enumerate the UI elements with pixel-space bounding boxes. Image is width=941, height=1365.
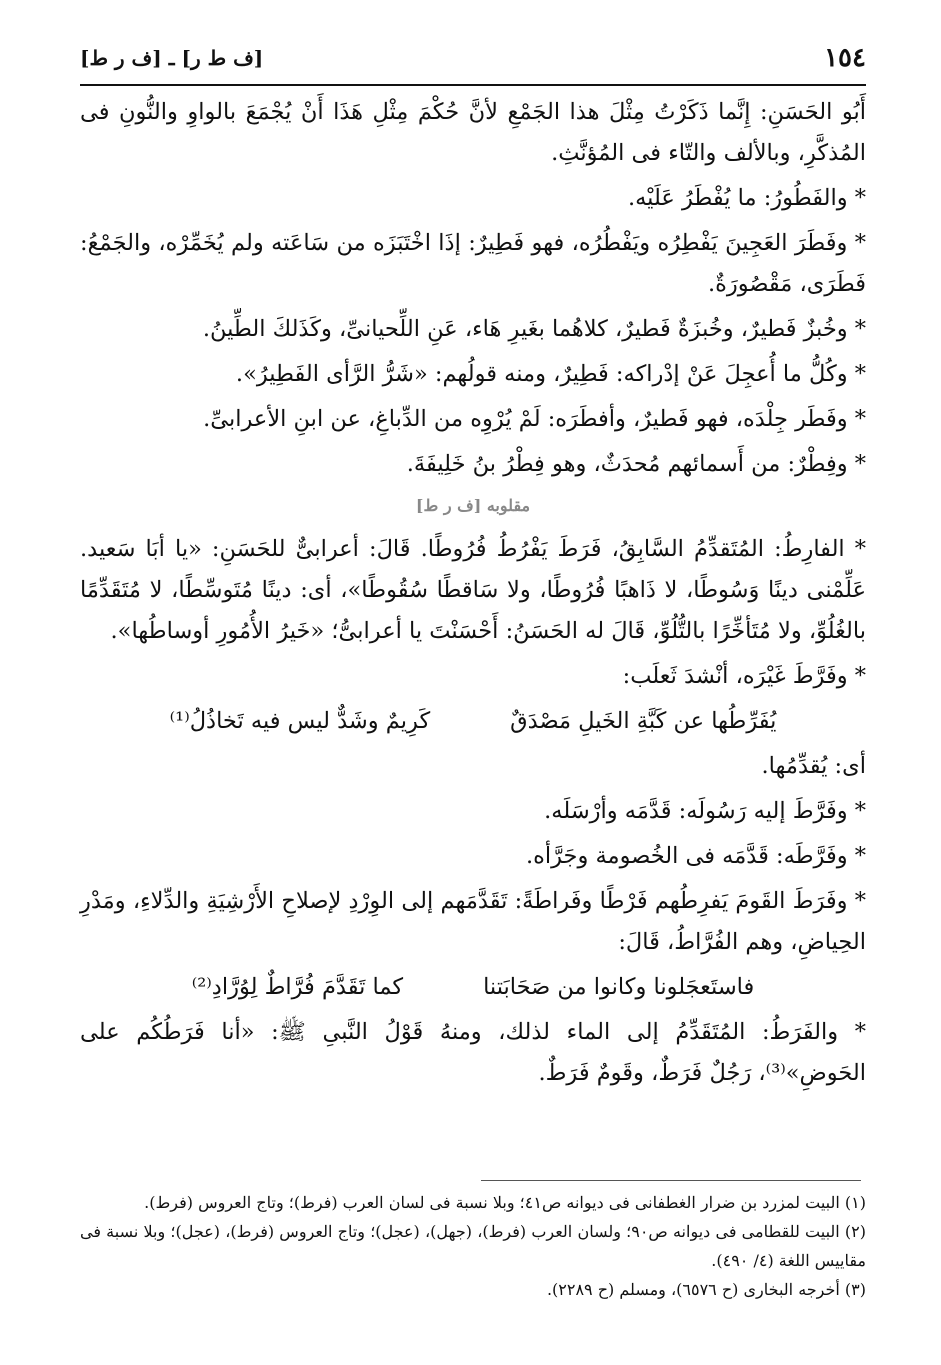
paragraph: * والفَرَطُ: المُتَقَدِّمُ إلى الماء لذلك، ومنهُ قَوْلُ النَّبىِ ﷺ: «أنا فَرَطُكُم على الحَوضِ»⁽³⁾، رَجُلٌ فَرَطٌ، وقَومٌ فَرَطٌ. [80, 1019, 866, 1086]
paragraph: * الفارِطُ: المُتَقدِّمُ السَّابِقُ، فَرَطَ يَفْرُطُ فُرُوطًا. قَالَ: أعرابىٌّ للحَسَنِ: «يا أبَا سَعيد. عَلِّمْنى دينًا وَسُوطًا، لا ذَاهبًا فُرُوطًا، ولا سَاقطًا سُقُوطًا»، أى: دينًا مُتَوسِّطًا، لا مُتَقَدِّمًا بالغُلُوِّ، ولا مُتَأخِّرًا بالتُّلُوِّ، قَالَ له الحَسَنُ: أَحْسَنْتَ يا أعرابىُّ؛ «خَيرُ الأُمُورِ أوساطُها». [80, 536, 866, 644]
footnote-divider [481, 1180, 861, 1181]
footnote: (٢) البيت للقطامى فى ديوانه ص٩٠؛ ولسان العرب (فرط)، (جهل)، (عجل)؛ وتاج العروس (فرط)، (عجل)؛ وبلا نسبة فى مقاييس اللغة (٤/ ٤٩٠). [80, 1222, 866, 1270]
page-header [80, 38, 866, 78]
verse-first-hemistich: فاستَعجَلونا وكانوا من صَحَابَتنا [483, 974, 755, 1000]
paragraph: أى: يُقدِّمُها. [761, 753, 866, 779]
paragraph: * وفَرَّطَ غَيْرَه، أنْشدَ ثَعلَب: [622, 663, 866, 689]
section-heading: مقلوبه [ف ر ط] [415, 496, 531, 515]
footnote: (١) البيت لمزرد بن ضرار الغطفانى فى ديوانه ص٤١؛ وبلا نسبة فى لسان العرب (فرط)؛ وتاج العروس (فرط). [144, 1193, 866, 1212]
paragraph: * وفَطَرَ العَجِينَ يَفْطِرُه ويَفْطُرُه، فهو فَطِيرٌ: إذَا اخْتَبَزَه من سَاعَته ولم يُخَمِّرْه، والجَمْعُ: فَطَرَى، مَقْصُورَةٌ. [80, 230, 866, 297]
paragraph: * وكُلُّ ما أُعجِلَ عَنْ إدْراكه: فَطِيرٌ، ومنه قولُهم: «شَرُّ الرَّأى الفَطِيرُ». [235, 361, 866, 387]
paragraph: * وفَرَطَ القَومَ يَفرِطُهم فَرْطًا وفَراطَةً: تَقَدَّمَهم إلى الوِرْدِ لإصلاحِ الأَرْشِيَةِ والدِّلاءِ، ومَدْرِ الحِياضِ، وهم الفُرَّاطُ، قَالَ: [80, 888, 866, 955]
header-divider [80, 84, 866, 86]
verse-second-hemistich: كَرِيمٌ وشَدٌّ ليس فيه تَخاذُلُ⁽¹⁾ [169, 708, 431, 734]
verse-second-hemistich: كما تَقَدَّمَ فُرَّاطٌ لِوُرَّادِ⁽²⁾ [191, 974, 404, 1000]
paragraph: * وفِطْرٌ: من أَسمائهم مُحدَثٌ، وهو فِطْرُ بنُ خَلِيفَةَ. [406, 451, 866, 477]
verse-first-hemistich: يُفَرِّطُها عن كَبَّةِ الخَيلِ مَصْدَقٌ [510, 708, 777, 734]
page-number: ١٥٤ [824, 43, 866, 73]
paragraph: * وفَرَّطَه: قَدَّمَه فى الخُصومة وجَرَّأه. [525, 843, 866, 869]
footnote: (٣) أخرجه البخارى (ح ٦٥٧٦)، ومسلم (ح ٢٢٨٩). [546, 1280, 866, 1299]
paragraph: أَبُو الحَسَنِ: إِنَّما ذَكَرْتُ مِثْلَ هذا الجَمْعِ لأنَّ حُكْمَ مِثْلِ هَذَا أَنْ يُجْمَعَ بالواوِ والنُّونِ فى المُذكَّرِ، وبالألف والتّاء فى المُؤنَّثِ. [80, 99, 866, 166]
poetry-verse [80, 967, 866, 1008]
page-body [80, 92, 866, 1098]
paragraph: * وفَرَّطَ إليه رَسُولَه: قَدَّمَه وأرْسَلَه. [544, 798, 866, 824]
footnotes [80, 1188, 866, 1304]
running-head: [ف ط ر] ـ [ف ر ط] [80, 46, 264, 70]
paragraph: * والفَطُورُ: ما يُفْطَرُ عَلَيْه. [627, 185, 866, 211]
poetry-verse [80, 701, 866, 742]
paragraph: * وخُبزٌ فَطيرٌ، وخُبزَةٌ فَطيرٌ، كلاهُما بغَيرِ هَاء، عَنِ اللِّحيانىِّ، وكَذَلكَ الطِّينُ. [202, 316, 866, 342]
paragraph: * وفَطَر جِلْدَه، فهو فَطيرٌ، وأفطَرَه: لَمْ يُرْوِه من الدِّباغِ، عن ابنِ الأعرابىِّ. [203, 406, 866, 432]
